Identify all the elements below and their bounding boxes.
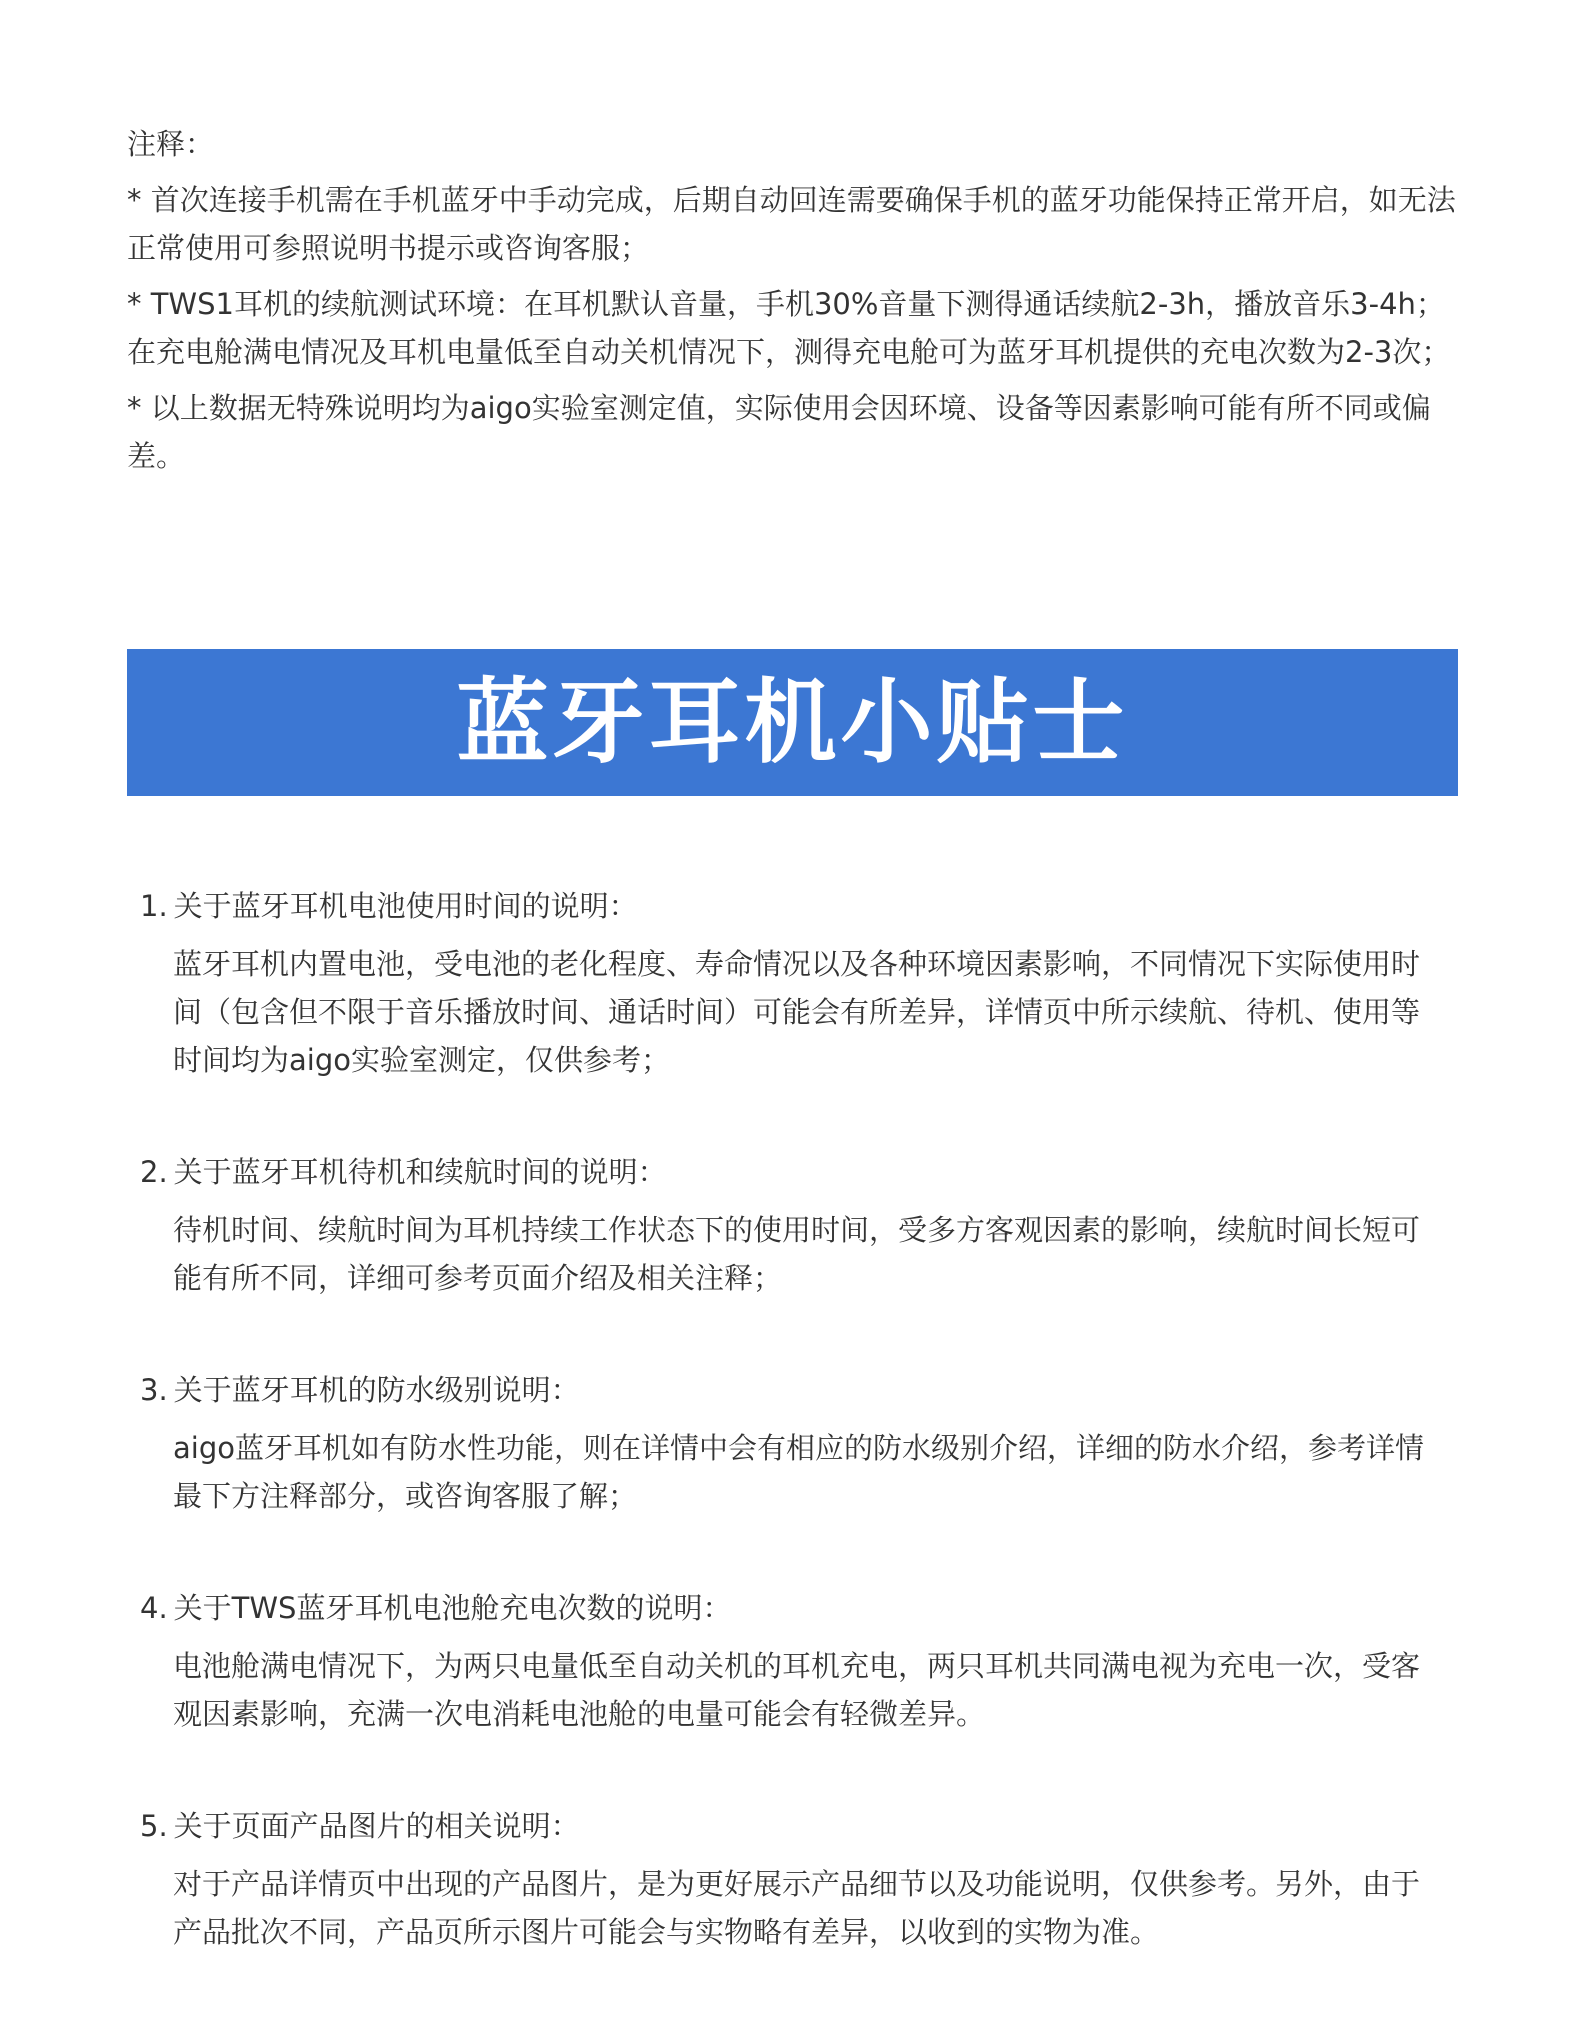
notes-heading: 注释： — [127, 127, 215, 161]
tip-body: aigo蓝牙耳机如有防水性功能，则在详情中会有相应的防水级别介绍，详细的防水介绍，参考详情最下方注释部分，或咨询客服了解； — [173, 1431, 1424, 1513]
notes-section — [127, 120, 1457, 488]
tip-item-product-images — [140, 1802, 1440, 1956]
note-item-lab-data: * 以上数据无特殊说明均为aigo实验室测定值，实际使用会因环境、设备等因素影响可能有所不同或偏差。 — [127, 391, 1431, 473]
tip-body: 蓝牙耳机内置电池，受电池的老化程度、寿命情况以及各种环境因素影响，不同情况下实际使用时间（包含但不限于音乐播放时间、通话时间）可能会有所差异，详情页中所示续航、待机、使用等时间均为aigo实验室测定，仅供参考； — [173, 947, 1421, 1077]
tip-item-standby-time — [140, 1148, 1440, 1302]
tip-heading — [140, 1584, 1440, 1632]
tip-item-battery-time — [140, 882, 1440, 1084]
tip-heading-text: 关于页面产品图片的相关说明： — [173, 1809, 580, 1843]
tip-item-charging-case — [140, 1584, 1440, 1738]
note-item-pairing: * 首次连接手机需在手机蓝牙中手动完成，后期自动回连需要确保手机的蓝牙功能保持正常开启，如无法正常使用可参照说明书提示或咨询客服； — [127, 183, 1456, 265]
tip-body: 对于产品详情页中出现的产品图片，是为更好展示产品细节以及功能说明，仅供参考。另外，由于产品批次不同，产品页所示图片可能会与实物略有差异，以收到的实物为准。 — [173, 1867, 1421, 1949]
tips-banner — [127, 649, 1458, 796]
tip-heading — [140, 1366, 1440, 1414]
tip-number: 2. — [140, 1155, 168, 1189]
tip-number: 5. — [140, 1809, 168, 1843]
tip-heading — [140, 882, 1440, 930]
tip-number: 3. — [140, 1373, 168, 1407]
tip-body: 待机时间、续航时间为耳机持续工作状态下的使用时间，受多方客观因素的影响，续航时间长短可能有所不同，详细可参考页面介绍及相关注释； — [173, 1213, 1421, 1295]
tip-body: 电池舱满电情况下，为两只电量低至自动关机的耳机充电，两只耳机共同满电视为充电一次，受客观因素影响，充满一次电消耗电池舱的电量可能会有轻微差异。 — [173, 1649, 1421, 1731]
note-item-battery-test: * TWS1耳机的续航测试环境：在耳机默认音量，手机30%音量下测得通话续航2-3h，播放音乐3-4h；在充电舱满电情况及耳机电量低至自动关机情况下，测得充电舱可为蓝牙耳机提供的充电次数为2-3次； — [127, 287, 1451, 369]
tip-heading-text: 关于蓝牙耳机待机和续航时间的说明： — [173, 1155, 667, 1189]
tip-heading-text: 关于TWS蓝牙耳机电池舱充电次数的说明： — [173, 1591, 732, 1625]
tip-heading-text: 关于蓝牙耳机电池使用时间的说明： — [173, 889, 638, 923]
tips-section — [140, 882, 1440, 1956]
tip-number: 4. — [140, 1591, 168, 1625]
banner-title: 蓝牙耳机小贴士 — [456, 668, 1129, 776]
tip-heading-text: 关于蓝牙耳机的防水级别说明： — [173, 1373, 580, 1407]
tip-number: 1. — [140, 889, 168, 923]
tip-heading — [140, 1148, 1440, 1196]
tip-heading — [140, 1802, 1440, 1850]
tip-item-waterproof — [140, 1366, 1440, 1520]
